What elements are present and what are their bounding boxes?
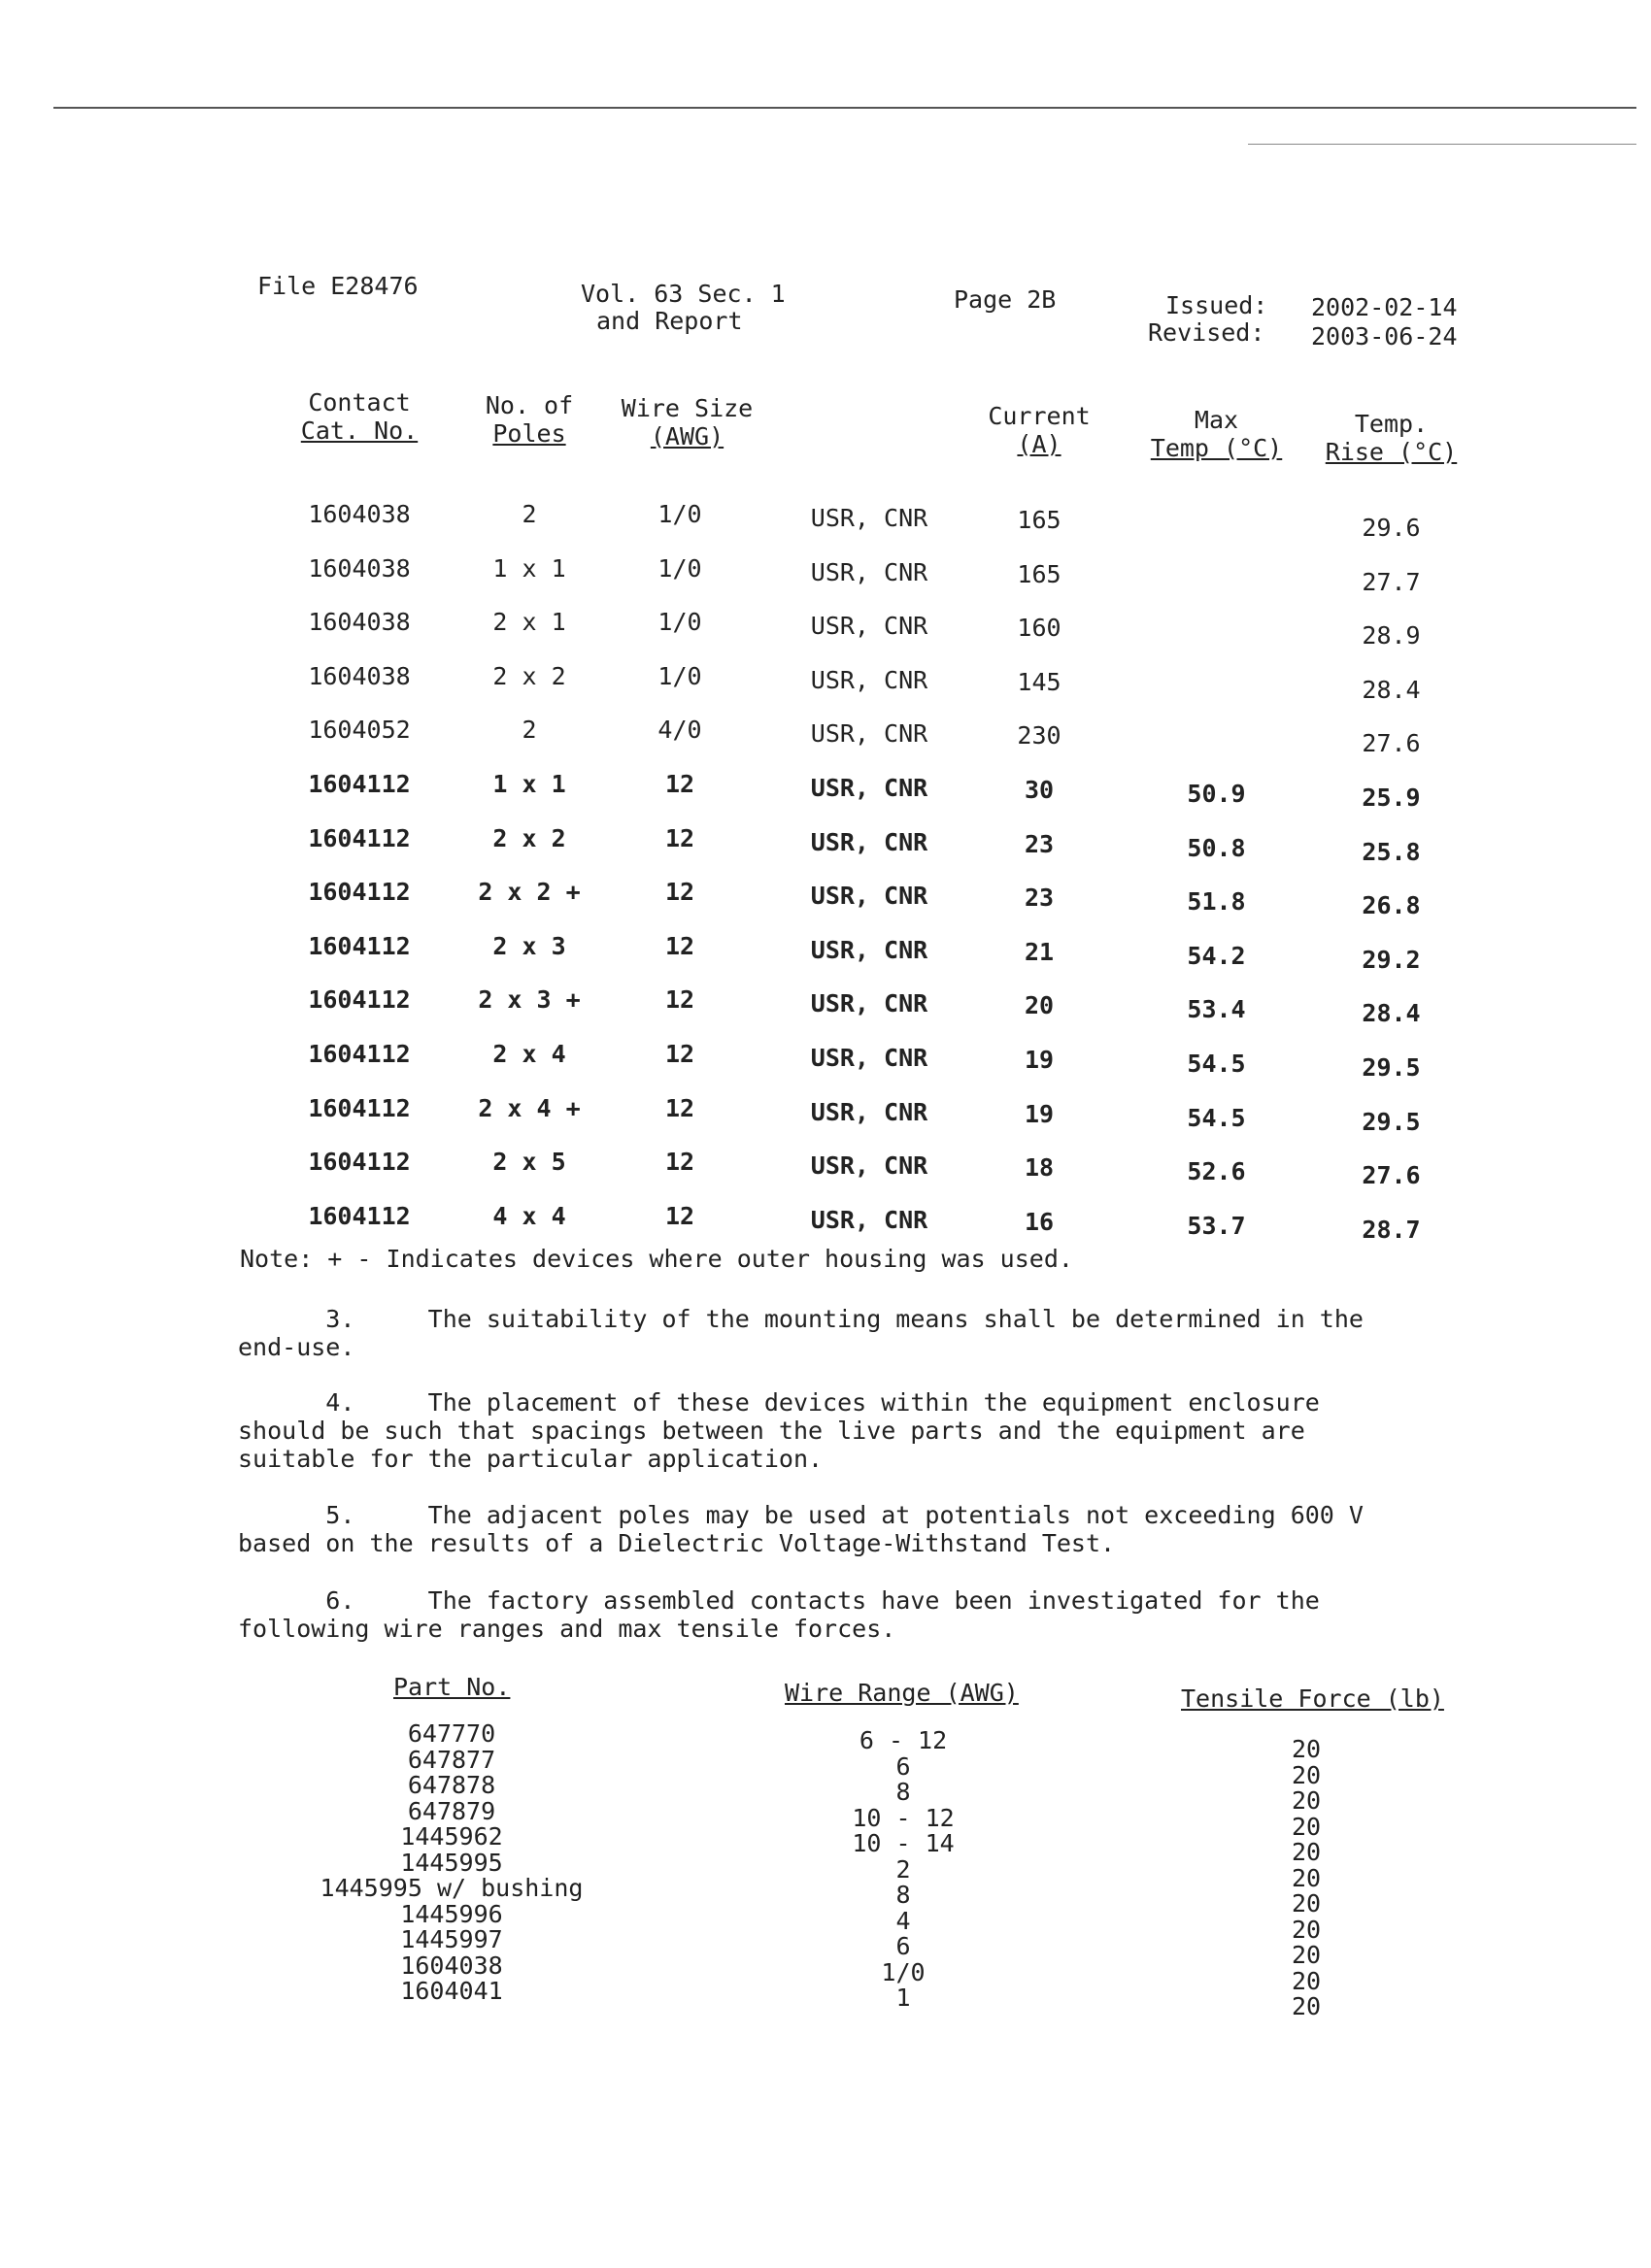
note: Note: + - Indicates devices where outer housing was used. xyxy=(240,1245,1073,1273)
wire-range-item: 10 - 14 xyxy=(852,1829,955,1857)
cell-temp-rise: 29.2 xyxy=(1362,945,1421,974)
cell-poles: 2 x 3 + xyxy=(478,985,581,1015)
cell-poles: 2 x 5 xyxy=(492,1148,566,1177)
volume-section: Vol. 63 Sec. 1 xyxy=(581,280,786,308)
top-rule xyxy=(53,107,1636,109)
cell-temp-rise: 29.5 xyxy=(1362,1107,1421,1136)
cell-wire-size: 12 xyxy=(664,1040,695,1068)
part-no-item: 647877 xyxy=(407,1745,496,1774)
cell-wire-size: 1/0 xyxy=(657,553,702,583)
cell-marking: USR, CNR xyxy=(810,1044,928,1072)
cell-marking: USR, CNR xyxy=(810,557,928,586)
tensile-force-item: 20 xyxy=(1291,1992,1322,2020)
cell-cat-no: 1604112 xyxy=(308,823,411,852)
cell-marking: USR, CNR xyxy=(810,504,928,532)
cell-poles: 1 x 1 xyxy=(492,553,566,583)
header-rise-line2: Rise (°C) xyxy=(1325,438,1458,466)
cell-marking: USR, CNR xyxy=(810,1205,928,1234)
header-wire-range: Wire Range (AWG) xyxy=(785,1679,1019,1707)
file-number: File E28476 xyxy=(257,272,419,300)
top-rule-secondary xyxy=(1248,144,1636,145)
cell-temp-rise: 28.4 xyxy=(1362,999,1421,1028)
wire-range-item: 6 xyxy=(895,1932,911,1960)
cell-cat-no: 1604112 xyxy=(308,1148,411,1177)
tensile-force-item: 20 xyxy=(1291,1941,1322,1969)
header-wire-size xyxy=(602,394,772,450)
and-report: and Report xyxy=(596,307,743,335)
cell-cat-no: 1604038 xyxy=(308,661,411,690)
header-max-temp xyxy=(1136,406,1297,462)
header-temp-rise xyxy=(1311,410,1471,466)
paragraph-4: 4. The placement of these devices within the equipment enclosure should be such that spacings between the live parts and the equipment are suitable for the particular application. xyxy=(238,1388,1320,1473)
cell-marking: USR, CNR xyxy=(810,882,928,911)
cell-wire-size: 12 xyxy=(664,985,695,1015)
part-no-item: 647879 xyxy=(407,1796,496,1825)
table-row xyxy=(0,1148,1651,1190)
cell-current: 230 xyxy=(1017,721,1061,750)
cell-cat-no: 1604112 xyxy=(308,1093,411,1122)
cell-max-temp: 53.4 xyxy=(1187,995,1246,1024)
part-no-item: 1445995 w/ bushing xyxy=(320,1874,584,1902)
part-no-item: 1604038 xyxy=(400,1951,503,1980)
part-no-item: 1604041 xyxy=(400,1977,503,2005)
issued-label: Issued: xyxy=(1165,291,1268,319)
wire-range-item: 6 - 12 xyxy=(859,1726,948,1754)
part-no-item: 647878 xyxy=(407,1771,496,1799)
tensile-force-item: 20 xyxy=(1291,1786,1322,1815)
cell-wire-size: 12 xyxy=(664,1093,695,1122)
paragraph-6: 6. The factory assembled contacts have been investigated for the following wire ranges and max tensile forces. xyxy=(238,1586,1320,1643)
issued-date: 2002-02-14 xyxy=(1311,293,1458,321)
cell-temp-rise: 28.9 xyxy=(1362,621,1421,650)
tensile-force-list xyxy=(1233,1737,1379,2020)
part-no-item: 1445995 xyxy=(400,1848,503,1877)
wire-range-item: 8 xyxy=(895,1778,911,1806)
cell-wire-size: 12 xyxy=(664,878,695,907)
cell-temp-rise: 29.6 xyxy=(1362,514,1421,542)
cell-cat-no: 1604038 xyxy=(308,553,411,583)
header-max-line2: Temp (°C) xyxy=(1150,434,1283,462)
table-row xyxy=(0,823,1651,866)
cell-wire-size: 12 xyxy=(664,1201,695,1230)
wire-range-list xyxy=(806,1728,1000,2012)
cell-max-temp: 52.6 xyxy=(1187,1157,1246,1186)
table-row xyxy=(0,878,1651,920)
cell-marking: USR, CNR xyxy=(810,989,928,1018)
cell-temp-rise: 27.7 xyxy=(1362,567,1421,596)
cell-cat-no: 1604052 xyxy=(308,716,411,745)
table-row xyxy=(0,1040,1651,1082)
cell-current: 165 xyxy=(1017,506,1061,534)
cell-max-temp: 54.2 xyxy=(1187,941,1246,970)
tensile-force-item: 20 xyxy=(1291,1812,1322,1841)
cell-poles: 2 xyxy=(522,716,537,745)
header-tensile-force: Tensile Force (lb) xyxy=(1181,1684,1444,1713)
wire-range-item: 1/0 xyxy=(881,1957,926,1986)
cell-marking: USR, CNR xyxy=(810,935,928,964)
cell-temp-rise: 27.6 xyxy=(1362,1161,1421,1190)
paragraph-3: 3. The suitability of the mounting means shall be determined in the end-use. xyxy=(238,1305,1364,1361)
cell-temp-rise: 29.5 xyxy=(1362,1053,1421,1082)
cell-cat-no: 1604112 xyxy=(308,931,411,960)
cell-poles: 2 x 4 + xyxy=(478,1093,581,1122)
header-wire-line1: Wire Size xyxy=(621,394,754,422)
cell-wire-size: 1/0 xyxy=(657,661,702,690)
part-no-item: 1445996 xyxy=(400,1899,503,1928)
cell-wire-size: 12 xyxy=(664,770,695,798)
revised-label: Revised: xyxy=(1148,318,1265,347)
cell-current: 19 xyxy=(1024,1046,1055,1074)
tensile-force-item: 20 xyxy=(1291,1838,1322,1866)
cell-cat-no: 1604038 xyxy=(308,500,411,528)
cell-marking: USR, CNR xyxy=(810,665,928,694)
header-wire-line2: (AWG) xyxy=(650,422,724,450)
cell-poles: 2 x 1 xyxy=(492,608,566,637)
tensile-force-item: 20 xyxy=(1291,1915,1322,1944)
table-row xyxy=(0,1093,1651,1136)
wire-range-item: 1 xyxy=(895,1984,911,2012)
cell-cat-no: 1604112 xyxy=(308,1040,411,1068)
table-row xyxy=(0,661,1651,704)
cell-poles: 2 x 2 + xyxy=(478,878,581,907)
table-row xyxy=(0,716,1651,758)
cell-current: 145 xyxy=(1017,667,1061,696)
cell-cat-no: 1604038 xyxy=(308,608,411,637)
header-cat-no-line2: Cat. No. xyxy=(300,417,419,445)
tensile-force-item: 20 xyxy=(1291,1760,1322,1789)
cell-max-temp: 53.7 xyxy=(1187,1211,1246,1240)
header-poles-line1: No. of xyxy=(485,391,574,419)
cell-current: 23 xyxy=(1024,829,1055,858)
cell-marking: USR, CNR xyxy=(810,1151,928,1181)
table-row xyxy=(0,608,1651,650)
cell-poles: 2 x 2 xyxy=(492,661,566,690)
wire-range-item: 4 xyxy=(895,1906,911,1935)
cell-cat-no: 1604112 xyxy=(308,878,411,907)
cell-current: 21 xyxy=(1024,937,1055,966)
cell-wire-size: 4/0 xyxy=(657,716,702,745)
cell-max-temp: 51.8 xyxy=(1187,887,1246,917)
cell-marking: USR, CNR xyxy=(810,774,928,802)
cell-current: 20 xyxy=(1024,991,1055,1020)
wire-range-item: 2 xyxy=(895,1854,911,1884)
header-cat-no xyxy=(282,388,437,445)
cell-poles: 2 xyxy=(522,500,537,528)
cell-poles: 4 x 4 xyxy=(492,1201,566,1230)
cell-poles: 2 x 4 xyxy=(492,1040,566,1068)
table-row xyxy=(0,500,1651,542)
header-poles-line2: Poles xyxy=(492,419,566,448)
cell-cat-no: 1604112 xyxy=(308,985,411,1015)
revised-date: 2003-06-24 xyxy=(1311,322,1458,350)
paragraph-5: 5. The adjacent poles may be used at potentials not exceeding 600 V based on the results of a Dielectric Voltage-Withstand Test. xyxy=(238,1501,1364,1557)
cell-current: 16 xyxy=(1024,1207,1055,1236)
part-no-item: 1445997 xyxy=(400,1925,503,1953)
cell-marking: USR, CNR xyxy=(810,719,928,749)
cell-temp-rise: 26.8 xyxy=(1362,891,1421,920)
cell-marking: USR, CNR xyxy=(810,827,928,856)
table-row xyxy=(0,931,1651,974)
table-row xyxy=(0,985,1651,1028)
header-cat-no-line1: Contact xyxy=(308,388,411,417)
header-max-line1: Max xyxy=(1194,406,1239,434)
cell-temp-rise: 25.8 xyxy=(1362,837,1421,866)
cell-wire-size: 1/0 xyxy=(657,608,702,637)
cell-marking: USR, CNR xyxy=(810,1097,928,1126)
wire-range-item: 10 - 12 xyxy=(852,1803,955,1832)
cell-poles: 1 x 1 xyxy=(492,770,566,798)
tensile-force-item: 20 xyxy=(1291,1889,1322,1918)
cell-wire-size: 12 xyxy=(664,1148,695,1177)
table-row xyxy=(0,553,1651,596)
table-row xyxy=(0,770,1651,812)
wire-range-item: 6 xyxy=(895,1751,911,1781)
table-row xyxy=(0,1201,1651,1244)
tensile-force-item: 20 xyxy=(1291,1735,1322,1763)
cell-temp-rise: 25.9 xyxy=(1362,784,1421,812)
cell-wire-size: 12 xyxy=(664,931,695,960)
part-no-item: 1445962 xyxy=(400,1822,503,1851)
cell-current: 160 xyxy=(1017,614,1061,643)
cell-cat-no: 1604112 xyxy=(308,770,411,798)
cell-poles: 2 x 2 xyxy=(492,823,566,852)
wire-range-item: 8 xyxy=(895,1881,911,1909)
header-part-no: Part No. xyxy=(393,1673,511,1701)
cell-temp-rise: 28.4 xyxy=(1362,675,1421,704)
tensile-force-item: 20 xyxy=(1291,1863,1322,1892)
header-current xyxy=(966,402,1112,458)
cell-wire-size: 12 xyxy=(664,823,695,852)
header-rise-line1: Temp. xyxy=(1354,410,1429,438)
cell-max-temp: 54.5 xyxy=(1187,1103,1246,1132)
cell-max-temp: 50.9 xyxy=(1187,780,1246,808)
cell-current: 165 xyxy=(1017,559,1061,588)
header-current-line2: (A) xyxy=(1017,430,1061,458)
cell-current: 30 xyxy=(1024,776,1055,804)
part-no-list xyxy=(282,1721,622,2005)
cell-temp-rise: 27.6 xyxy=(1362,729,1421,758)
cell-max-temp: 50.8 xyxy=(1187,833,1246,862)
cell-temp-rise: 28.7 xyxy=(1362,1215,1421,1244)
cell-wire-size: 1/0 xyxy=(657,500,702,528)
header-current-line1: Current xyxy=(988,402,1091,430)
cell-current: 23 xyxy=(1024,884,1055,913)
page-number: Page 2B xyxy=(954,285,1057,314)
cell-cat-no: 1604112 xyxy=(308,1201,411,1230)
header-poles xyxy=(461,391,597,448)
cell-current: 19 xyxy=(1024,1099,1055,1128)
cell-max-temp: 54.5 xyxy=(1187,1050,1246,1078)
cell-poles: 2 x 3 xyxy=(492,931,566,960)
tensile-force-item: 20 xyxy=(1291,1966,1322,1995)
part-no-item: 647770 xyxy=(407,1719,496,1748)
cell-marking: USR, CNR xyxy=(810,612,928,641)
cell-current: 18 xyxy=(1024,1153,1055,1183)
